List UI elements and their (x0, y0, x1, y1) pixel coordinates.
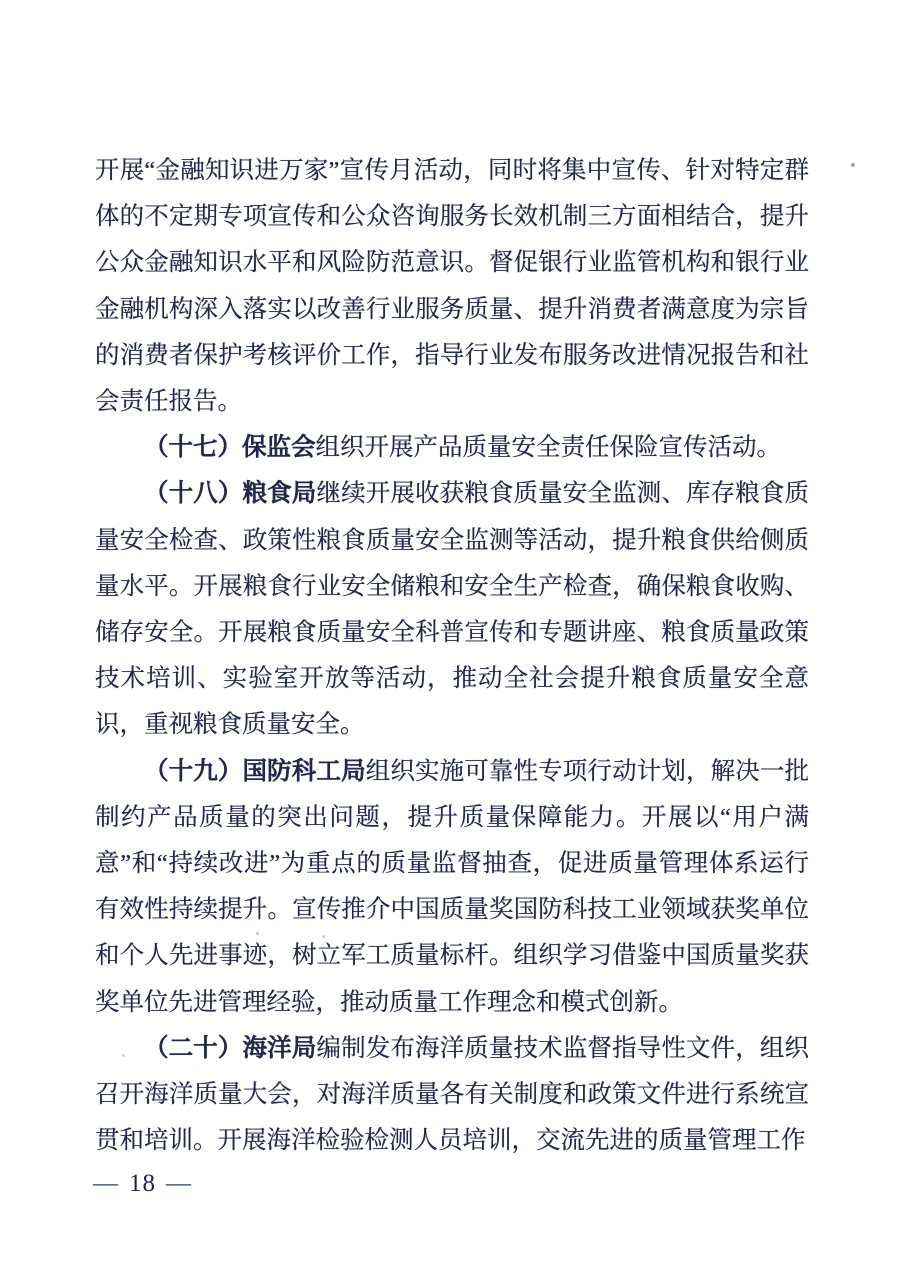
agency-lead-liangshiju: （十八）粮食局 (144, 480, 317, 508)
paragraph-item-20 (95, 1026, 809, 1165)
agency-lead-baojianhui: （十七）保监会 (144, 434, 316, 462)
paragraph-item-17 (95, 425, 809, 471)
page-number-left-dash: — (93, 1170, 119, 1197)
paragraph-text: 编制发布海洋质量技术监督指导性文件，组织召开海洋质量大会，对海洋质量各有关制度和政策文件进行系统宣贯和培训。开展海洋检验检测人员培训，交流先进的质量管理工作 (95, 1034, 810, 1155)
scan-speck (851, 163, 855, 167)
scan-speck (256, 932, 259, 935)
paragraph-item-19 (95, 749, 809, 1026)
paragraph-text: 开展“金融知识进万家”宣传月活动，同时将集中宣传、针对特定群体的不定期专项宣传和公众咨询服务长效机制三方面相结合，提升公众金融知识水平和风险防范意识。督促银行业监管机构和银行业金融机构深入落实以改善行业服务质量、提升消费者满意度为宗旨的消费者保护考核评价工作，指导行业发布服务改进情况报告和社会责任报告。 (95, 157, 809, 416)
page-number-value: 18 (129, 1170, 156, 1197)
page-number (93, 1170, 192, 1198)
paragraph-item-18 (95, 471, 809, 748)
paragraph-text: 组织开展产品质量安全责任保险宣传活动。 (315, 434, 781, 462)
agency-lead-guofangkegongju: （十九）国防科工局 (144, 757, 366, 785)
page-number-right-dash: — (166, 1170, 192, 1197)
paragraph-text: 组织实施可靠性专项行动计划，解决一批制约产品质量的突出问题，提升质量保障能力。开展以“用户满意”和“持续改进”为重点的质量监督抽查，促进质量管理体系运行有效性持续提升。宣传推介中国质量奖国防科技工业领域获奖单位和个人先进事迹，树立军工质量标杆。组织学习借鉴中国质量奖获奖单位先进管理经验，推动质量工作理念和模式创新。 (95, 757, 810, 1016)
text-block (95, 148, 809, 1164)
agency-lead-haiyangju: （二十）海洋局 (144, 1034, 317, 1062)
paragraph-continuation (95, 148, 809, 425)
scan-speck (322, 935, 325, 938)
scan-speck (122, 1054, 125, 1057)
paragraph-text: 继续开展收获粮食质量安全监测、库存粮食质量安全检查、政策性粮食质量安全监测等活动，提升粮食供给侧质量水平。开展粮食行业安全储粮和安全生产检查，确保粮食收购、储存安全。开展粮食质量安全科普宣传和专题讲座、粮食质量政策技术培训、实验室开放等活动，推动全社会提升粮食质量安全意识，重视粮食质量安全。 (95, 480, 810, 739)
